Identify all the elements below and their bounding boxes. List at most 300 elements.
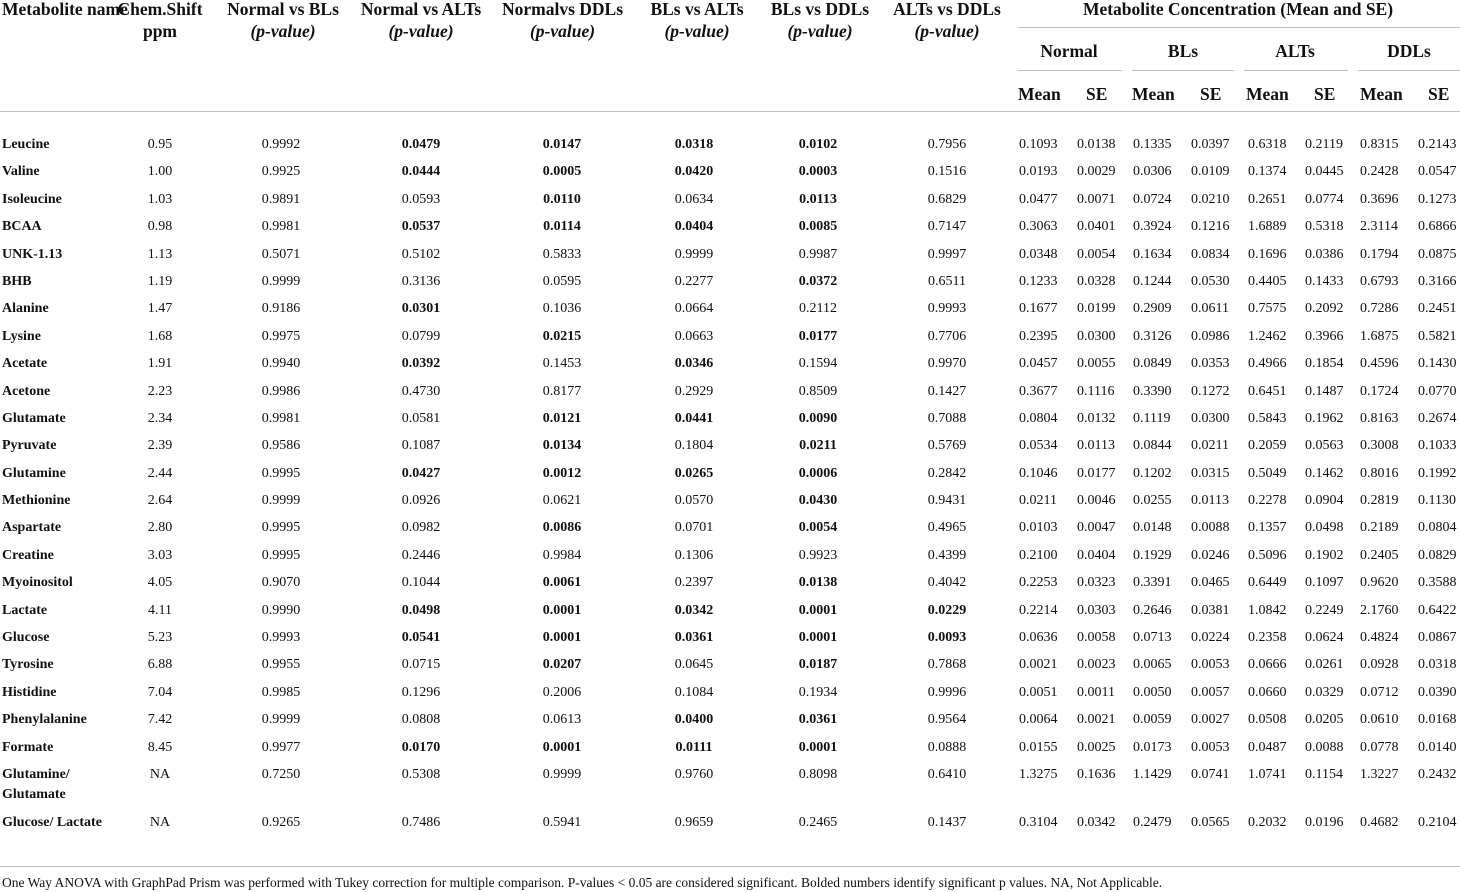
p-value: 0.1087 bbox=[401, 438, 441, 454]
se-value: 0.0109 bbox=[1191, 164, 1230, 180]
mean-value: 0.2059 bbox=[1248, 438, 1287, 454]
p-value: 0.6829 bbox=[927, 191, 967, 207]
metabolite-name: Histidine bbox=[2, 684, 57, 700]
p-value: 0.1437 bbox=[927, 814, 967, 830]
p-value: 0.1084 bbox=[674, 684, 714, 700]
mean-value: 2.3114 bbox=[1360, 219, 1398, 235]
mean-value: 0.3677 bbox=[1019, 383, 1058, 399]
p-value: 0.0170 bbox=[401, 739, 441, 755]
mean-value: 0.2358 bbox=[1248, 630, 1287, 646]
p-value: 0.9977 bbox=[261, 739, 301, 755]
se-value: 0.0210 bbox=[1191, 191, 1230, 207]
p-value: 0.0229 bbox=[927, 602, 967, 618]
metabolite-name: Creatine bbox=[2, 547, 54, 563]
p-value: 0.0215 bbox=[542, 328, 582, 344]
mean-value: 0.0193 bbox=[1019, 164, 1058, 180]
metabolite-name: Glucose/ Lactate bbox=[2, 814, 102, 830]
header-normal-vs-alts: Normal vs ALTs (p-value) bbox=[360, 0, 482, 41]
se-value: 0.0023 bbox=[1077, 657, 1116, 673]
p-value: 0.9997 bbox=[927, 246, 967, 262]
table-row bbox=[0, 759, 1460, 807]
p-value: 0.0888 bbox=[927, 739, 967, 755]
mean-value: 0.2646 bbox=[1133, 602, 1172, 618]
p-value: 0.0207 bbox=[542, 657, 582, 673]
se-value: 0.0390 bbox=[1418, 684, 1457, 700]
p-value: 0.1296 bbox=[401, 684, 441, 700]
se-value: 0.0547 bbox=[1418, 164, 1457, 180]
p-value: 0.0498 bbox=[401, 602, 441, 618]
p-value: 0.9891 bbox=[261, 191, 301, 207]
table-row bbox=[0, 211, 1460, 238]
mean-value: 0.1046 bbox=[1019, 465, 1058, 481]
p-value: 0.0005 bbox=[542, 164, 582, 180]
se-value: 0.0530 bbox=[1191, 273, 1230, 289]
mean-value: 0.3008 bbox=[1360, 438, 1399, 454]
p-value: 0.0581 bbox=[401, 410, 441, 426]
se-value: 0.5318 bbox=[1305, 219, 1344, 235]
p-value: 0.1036 bbox=[542, 301, 582, 317]
se-value: 0.0140 bbox=[1418, 739, 1457, 755]
p-value: 0.5308 bbox=[401, 766, 441, 782]
mean-value: 0.1677 bbox=[1019, 301, 1058, 317]
p-value: 0.0003 bbox=[798, 164, 838, 180]
p-value: 0.9955 bbox=[261, 657, 301, 673]
table-row bbox=[0, 348, 1460, 375]
mean-value: 0.0487 bbox=[1248, 739, 1287, 755]
p-value: 0.6410 bbox=[927, 766, 967, 782]
p-value: 0.0110 bbox=[543, 191, 581, 207]
se-value: 0.1962 bbox=[1305, 410, 1344, 426]
mean-value: 0.6793 bbox=[1360, 273, 1399, 289]
p-value: 0.9070 bbox=[261, 575, 301, 591]
mean-value: 0.2032 bbox=[1248, 814, 1287, 830]
p-value: 0.0663 bbox=[674, 328, 714, 344]
mean-value: 1.3275 bbox=[1019, 766, 1058, 782]
se-value: 0.1462 bbox=[1305, 465, 1344, 481]
se-value: 0.0132 bbox=[1077, 410, 1116, 426]
p-value: 0.1453 bbox=[542, 356, 582, 372]
header-bottom-rule bbox=[0, 111, 1460, 112]
header-normal-vs-bls: Normal vs BLs (p-value) bbox=[227, 0, 339, 41]
mean-value: 1.6889 bbox=[1248, 219, 1287, 235]
p-value: 0.0265 bbox=[674, 465, 714, 481]
mean-value: 0.7286 bbox=[1360, 301, 1399, 317]
mean-value: 0.0849 bbox=[1133, 356, 1172, 372]
se-value: 0.0027 bbox=[1191, 712, 1230, 728]
chem-shift: 0.98 bbox=[147, 219, 173, 235]
p-value: 0.3136 bbox=[401, 273, 441, 289]
mean-value: 0.4966 bbox=[1248, 356, 1287, 372]
p-value: 0.7706 bbox=[927, 328, 967, 344]
se-value: 0.0196 bbox=[1305, 814, 1344, 830]
p-value: 0.9990 bbox=[261, 602, 301, 618]
se-value: 0.3166 bbox=[1418, 273, 1457, 289]
p-value: 0.7088 bbox=[927, 410, 967, 426]
p-value: 0.2006 bbox=[542, 684, 582, 700]
se-value: 0.0205 bbox=[1305, 712, 1344, 728]
table-row bbox=[0, 540, 1460, 567]
chem-shift: 1.19 bbox=[147, 273, 173, 289]
se-value: 0.0199 bbox=[1077, 301, 1116, 317]
mean-value: 0.0211 bbox=[1019, 493, 1057, 509]
chem-shift: 2.80 bbox=[147, 520, 173, 536]
p-value: 0.0664 bbox=[674, 301, 714, 317]
group-alts: ALTs bbox=[1275, 41, 1315, 61]
chem-shift: 3.03 bbox=[147, 547, 173, 563]
se-value: 0.2432 bbox=[1418, 766, 1457, 782]
p-value: 0.0093 bbox=[927, 630, 967, 646]
p-value: 0.0982 bbox=[401, 520, 441, 536]
p-value: 0.9925 bbox=[261, 164, 301, 180]
se-value: 0.0025 bbox=[1077, 739, 1116, 755]
p-value: 0.0187 bbox=[798, 657, 838, 673]
p-value: 0.9981 bbox=[261, 410, 301, 426]
se-value: 0.0057 bbox=[1191, 684, 1230, 700]
mean-value: 0.1244 bbox=[1133, 273, 1172, 289]
se-value: 0.0046 bbox=[1077, 493, 1116, 509]
se-value: 0.0138 bbox=[1077, 137, 1116, 152]
p-value: 0.0177 bbox=[798, 328, 838, 344]
p-value: 0.0001 bbox=[542, 602, 582, 618]
p-value: 0.9987 bbox=[798, 246, 838, 262]
metabolite-name: Alanine bbox=[2, 301, 49, 317]
col-se: SE bbox=[1428, 84, 1450, 104]
chem-shift: 2.34 bbox=[147, 410, 173, 426]
metabolite-name: Methionine bbox=[2, 493, 71, 509]
mean-value: 0.5096 bbox=[1248, 547, 1287, 563]
mean-value: 0.0844 bbox=[1133, 438, 1172, 454]
p-value: 0.0086 bbox=[542, 520, 582, 536]
p-value: 0.0715 bbox=[401, 657, 441, 673]
p-value: 0.0372 bbox=[798, 273, 838, 289]
p-value: 0.9995 bbox=[261, 520, 301, 536]
se-value: 0.6866 bbox=[1418, 219, 1457, 235]
table-row bbox=[0, 458, 1460, 485]
metabolite-name: Lactate bbox=[2, 602, 48, 618]
mean-value: 0.4405 bbox=[1248, 273, 1287, 289]
p-value: 0.5769 bbox=[927, 438, 967, 454]
mean-value: 0.0155 bbox=[1019, 739, 1058, 755]
p-value: 0.1044 bbox=[401, 575, 441, 591]
p-value: 0.1306 bbox=[674, 547, 714, 563]
mean-value: 0.0666 bbox=[1248, 657, 1287, 673]
se-value: 0.1216 bbox=[1191, 219, 1230, 235]
p-value: 0.0061 bbox=[542, 575, 582, 591]
chem-shift: 4.11 bbox=[148, 602, 172, 618]
mean-value: 0.0021 bbox=[1019, 657, 1058, 673]
mean-value: 2.1760 bbox=[1360, 602, 1399, 618]
se-value: 0.0058 bbox=[1077, 630, 1116, 646]
p-value: 0.7147 bbox=[927, 219, 967, 235]
mean-value: 0.9620 bbox=[1360, 575, 1399, 591]
p-value: 0.9995 bbox=[261, 465, 301, 481]
p-value: 0.4399 bbox=[927, 547, 967, 563]
p-value: 0.0926 bbox=[401, 493, 441, 509]
se-value: 0.5821 bbox=[1418, 328, 1457, 344]
mean-value: 0.0064 bbox=[1019, 712, 1058, 728]
p-value: 0.0346 bbox=[674, 356, 714, 372]
mean-value: 0.8163 bbox=[1360, 410, 1399, 426]
p-value: 0.0090 bbox=[798, 410, 838, 426]
mean-value: 0.1233 bbox=[1019, 273, 1058, 289]
col-mean: Mean bbox=[1018, 84, 1061, 104]
mean-value: 0.2819 bbox=[1360, 493, 1399, 509]
mean-value: 1.1429 bbox=[1133, 766, 1172, 782]
mean-value: 0.1357 bbox=[1248, 520, 1287, 536]
mean-value: 1.0842 bbox=[1248, 602, 1287, 618]
table-row bbox=[0, 485, 1460, 512]
p-value: 0.0114 bbox=[543, 219, 581, 235]
mean-value: 1.3227 bbox=[1360, 766, 1399, 782]
se-value: 0.2092 bbox=[1305, 301, 1344, 317]
metabolite-name: BHB bbox=[2, 273, 32, 289]
mean-value: 0.0928 bbox=[1360, 657, 1399, 673]
mean-value: 0.0534 bbox=[1019, 438, 1058, 454]
p-value: 0.0799 bbox=[401, 328, 441, 344]
p-value: 0.0134 bbox=[542, 438, 582, 454]
p-value: 0.0595 bbox=[542, 273, 582, 289]
mean-value: 0.0610 bbox=[1360, 712, 1399, 728]
col-mean: Mean bbox=[1246, 84, 1289, 104]
mean-value: 0.2189 bbox=[1360, 520, 1399, 536]
se-value: 0.3966 bbox=[1305, 328, 1344, 344]
p-value: 0.5833 bbox=[542, 246, 582, 262]
header-bls-vs-alts: BLs vs ALTs (p-value) bbox=[650, 0, 744, 41]
se-value: 0.0054 bbox=[1077, 246, 1116, 262]
se-value: 0.0315 bbox=[1191, 465, 1230, 481]
mean-value: 0.5049 bbox=[1248, 465, 1287, 481]
p-value: 0.9999 bbox=[542, 766, 582, 782]
mean-value: 0.6451 bbox=[1248, 383, 1287, 399]
se-value: 0.0774 bbox=[1305, 191, 1344, 207]
se-value: 0.0224 bbox=[1191, 630, 1230, 646]
chem-shift: NA bbox=[149, 814, 171, 830]
chem-shift: NA bbox=[149, 766, 171, 782]
table-row bbox=[0, 156, 1460, 183]
mean-value: 0.2100 bbox=[1019, 547, 1058, 563]
p-value: 0.2277 bbox=[674, 273, 714, 289]
p-value: 0.0012 bbox=[542, 465, 582, 481]
table-row bbox=[0, 293, 1460, 320]
mean-value: 0.1724 bbox=[1360, 383, 1399, 399]
p-value: 0.8509 bbox=[798, 383, 838, 399]
p-value: 0.9999 bbox=[261, 493, 301, 509]
col-mean: Mean bbox=[1360, 84, 1403, 104]
metabolite-name: UNK-1.13 bbox=[2, 246, 63, 262]
mean-value: 0.4682 bbox=[1360, 814, 1399, 830]
se-value: 0.0113 bbox=[1191, 493, 1229, 509]
se-value: 0.0168 bbox=[1418, 712, 1457, 728]
p-value: 0.0361 bbox=[674, 630, 714, 646]
se-value: 0.0261 bbox=[1305, 657, 1344, 673]
p-value: 0.0001 bbox=[542, 630, 582, 646]
p-value: 0.4042 bbox=[927, 575, 967, 591]
p-value: 0.2446 bbox=[401, 547, 441, 563]
p-value: 0.0613 bbox=[542, 712, 582, 728]
mean-value: 0.1634 bbox=[1133, 246, 1172, 262]
mean-value: 0.6318 bbox=[1248, 137, 1287, 152]
metabolite-name: Tyrosine bbox=[2, 657, 54, 673]
group-ddls: DDLs bbox=[1387, 41, 1431, 61]
se-value: 0.0021 bbox=[1077, 712, 1116, 728]
header-bls-vs-ddls: BLs vs DDLs (p-value) bbox=[770, 0, 870, 41]
metabolite-name: Acetone bbox=[2, 383, 51, 399]
mean-value: 0.3924 bbox=[1133, 219, 1172, 235]
p-value: 0.0318 bbox=[674, 137, 714, 152]
mean-value: 0.3126 bbox=[1133, 328, 1172, 344]
p-value: 0.9999 bbox=[261, 712, 301, 728]
mean-value: 0.1929 bbox=[1133, 547, 1172, 563]
se-value: 0.1033 bbox=[1418, 438, 1457, 454]
p-value: 0.0001 bbox=[798, 630, 838, 646]
metabolite-name: Myoinositol bbox=[2, 575, 73, 591]
se-value: 0.0834 bbox=[1191, 246, 1230, 262]
p-value: 0.0006 bbox=[798, 465, 838, 481]
se-value: 0.0565 bbox=[1191, 814, 1230, 830]
se-value: 0.0177 bbox=[1077, 465, 1116, 481]
p-value: 0.0808 bbox=[401, 712, 441, 728]
se-value: 0.2674 bbox=[1418, 410, 1457, 426]
se-value: 0.1433 bbox=[1305, 273, 1344, 289]
mean-value: 0.0050 bbox=[1133, 684, 1172, 700]
se-value: 0.0029 bbox=[1077, 164, 1116, 180]
metabolite-name: Aspartate bbox=[2, 520, 62, 536]
p-value: 0.9999 bbox=[261, 273, 301, 289]
mean-value: 0.2278 bbox=[1248, 493, 1287, 509]
mean-value: 0.0148 bbox=[1133, 520, 1172, 536]
mean-value: 1.2462 bbox=[1248, 328, 1287, 344]
se-value: 0.0323 bbox=[1077, 575, 1116, 591]
p-value: 0.9659 bbox=[674, 814, 714, 830]
mean-value: 0.2428 bbox=[1360, 164, 1399, 180]
table-row bbox=[0, 239, 1460, 266]
se-value: 0.0563 bbox=[1305, 438, 1344, 454]
header-concentration: Metabolite Concentration (Mean and SE) bbox=[1082, 0, 1394, 19]
p-value: 0.0301 bbox=[401, 301, 441, 317]
chem-shift: 1.47 bbox=[147, 301, 173, 317]
table-row bbox=[0, 403, 1460, 430]
se-value: 0.0465 bbox=[1191, 575, 1230, 591]
p-value: 0.5941 bbox=[542, 814, 582, 830]
p-value: 0.0537 bbox=[401, 219, 441, 235]
p-value: 0.2929 bbox=[674, 383, 714, 399]
p-value: 0.0430 bbox=[798, 493, 838, 509]
se-value: 0.0829 bbox=[1418, 547, 1457, 563]
se-value: 0.0397 bbox=[1191, 137, 1230, 152]
mean-value: 0.0508 bbox=[1248, 712, 1287, 728]
metabolite-name: Formate bbox=[2, 739, 54, 755]
table-row bbox=[0, 321, 1460, 348]
se-value: 0.0353 bbox=[1191, 356, 1230, 372]
metabolite-name: BCAA bbox=[2, 219, 42, 235]
p-value: 0.0111 bbox=[675, 739, 713, 755]
table-row bbox=[0, 512, 1460, 539]
mean-value: 0.0059 bbox=[1133, 712, 1172, 728]
se-value: 0.1130 bbox=[1418, 493, 1456, 509]
p-value: 0.0085 bbox=[798, 219, 838, 235]
p-value: 0.1594 bbox=[798, 356, 838, 372]
p-value: 0.9265 bbox=[261, 814, 301, 830]
footnote: One Way ANOVA with GraphPad Prism was performed with Tukey correction for multiple comparison. P-values < 0.05 are considered significant. Bolded numbers identify significant p values. NA, Not Applicable. bbox=[2, 875, 1163, 890]
p-value: 0.0392 bbox=[401, 356, 441, 372]
metabolite-name: Acetate bbox=[2, 356, 48, 372]
p-value: 0.9993 bbox=[261, 630, 301, 646]
se-value: 0.0113 bbox=[1077, 438, 1115, 454]
chem-shift: 7.04 bbox=[147, 684, 173, 700]
se-value: 0.0211 bbox=[1191, 438, 1229, 454]
mean-value: 0.0306 bbox=[1133, 164, 1172, 180]
mean-value: 0.3696 bbox=[1360, 191, 1399, 207]
se-value: 0.0246 bbox=[1191, 547, 1230, 563]
metabolite-name: Glucose bbox=[2, 630, 50, 646]
p-value: 0.2397 bbox=[674, 575, 714, 591]
mean-value: 0.2909 bbox=[1133, 301, 1172, 317]
mean-value: 0.0724 bbox=[1133, 191, 1172, 207]
chem-shift: 0.95 bbox=[147, 137, 173, 152]
p-value: 0.9431 bbox=[927, 493, 967, 509]
header-normal-vs-ddls: Normalvs DDLs (p-value) bbox=[501, 0, 624, 41]
col-mean: Mean bbox=[1132, 84, 1175, 104]
table-row bbox=[0, 807, 1460, 855]
se-value: 0.0300 bbox=[1077, 328, 1116, 344]
col-se: SE bbox=[1314, 84, 1336, 104]
p-value: 0.0479 bbox=[401, 137, 441, 152]
chem-shift: 6.88 bbox=[147, 657, 173, 673]
p-value: 0.2112 bbox=[799, 301, 837, 317]
mean-value: 0.0778 bbox=[1360, 739, 1399, 755]
se-value: 0.1272 bbox=[1191, 383, 1230, 399]
mean-value: 0.2405 bbox=[1360, 547, 1399, 563]
se-value: 0.0055 bbox=[1077, 356, 1116, 372]
mean-value: 0.5843 bbox=[1248, 410, 1287, 426]
se-value: 0.0386 bbox=[1305, 246, 1344, 262]
col-se: SE bbox=[1086, 84, 1108, 104]
p-value: 0.1516 bbox=[927, 164, 967, 180]
header-metabolite-name: Metabolite name bbox=[2, 0, 128, 19]
p-value: 0.0621 bbox=[542, 493, 582, 509]
p-value: 0.1427 bbox=[927, 383, 967, 399]
se-value: 0.0318 bbox=[1418, 657, 1457, 673]
p-value: 0.7956 bbox=[927, 137, 967, 152]
p-value: 0.9186 bbox=[261, 301, 301, 317]
p-value: 0.9984 bbox=[542, 547, 582, 563]
mean-value: 0.0636 bbox=[1019, 630, 1058, 646]
se-value: 0.0071 bbox=[1077, 191, 1116, 207]
p-value: 0.0420 bbox=[674, 164, 714, 180]
se-value: 0.0875 bbox=[1418, 246, 1457, 262]
mean-value: 0.4824 bbox=[1360, 630, 1399, 646]
table-row bbox=[0, 649, 1460, 676]
p-value: 0.0138 bbox=[798, 575, 838, 591]
se-value: 0.0986 bbox=[1191, 328, 1230, 344]
table-row bbox=[0, 430, 1460, 457]
p-value: 0.0211 bbox=[799, 438, 837, 454]
se-value: 0.3588 bbox=[1418, 575, 1457, 591]
se-value: 0.0329 bbox=[1305, 684, 1344, 700]
chem-shift: 1.03 bbox=[147, 191, 173, 207]
se-value: 0.0088 bbox=[1305, 739, 1344, 755]
mean-value: 0.1202 bbox=[1133, 465, 1172, 481]
se-value: 0.0300 bbox=[1191, 410, 1230, 426]
mean-value: 0.1119 bbox=[1133, 410, 1171, 426]
se-value: 0.1487 bbox=[1305, 383, 1344, 399]
mean-value: 0.0051 bbox=[1019, 684, 1058, 700]
mean-value: 0.1696 bbox=[1248, 246, 1287, 262]
p-value: 0.0570 bbox=[674, 493, 714, 509]
mean-value: 0.0348 bbox=[1019, 246, 1058, 262]
p-value: 0.9940 bbox=[261, 356, 301, 372]
se-value: 0.1992 bbox=[1418, 465, 1457, 481]
